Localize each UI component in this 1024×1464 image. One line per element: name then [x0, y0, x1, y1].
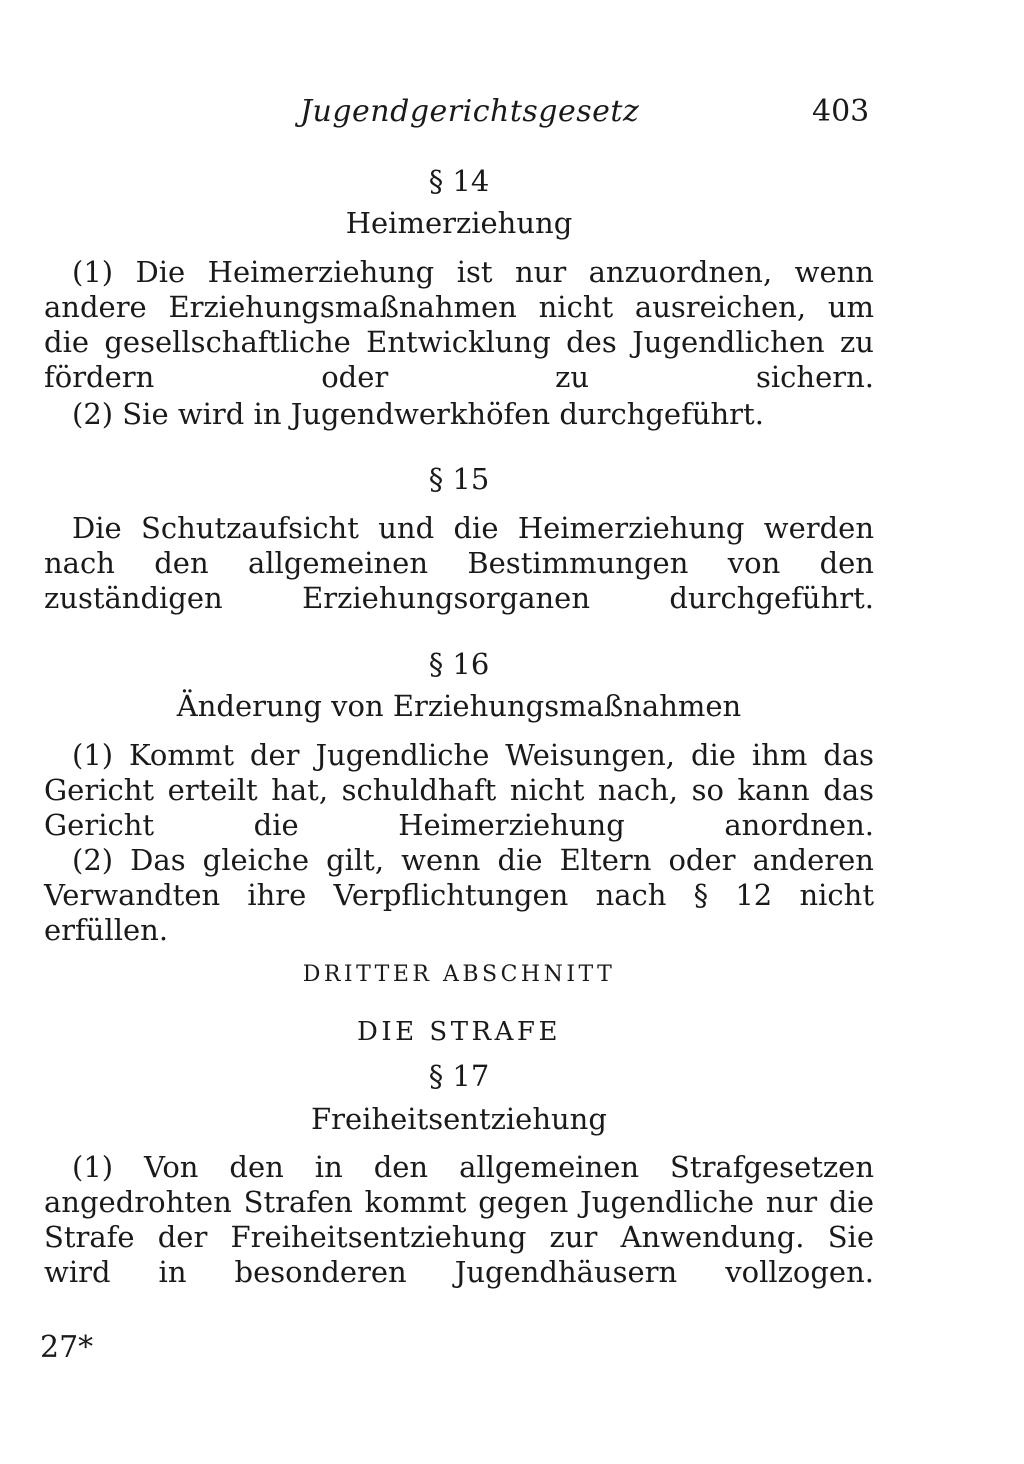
section-14-paragraph-1: (1) Die Heimerziehung ist nur anzuordnen, wenn andere Erziehungsmaßnahmen nicht ausreichen, um die gesellschaftliche Entwicklung des Jugendlichen zu fördern oder zu sichern. — [44, 255, 874, 394]
page-number: 403 — [812, 94, 870, 129]
section-15-number: § 15 — [428, 462, 490, 496]
chapter-title: DIE STRAFE — [357, 1017, 561, 1047]
section-15-paragraph-1: Die Schutzaufsicht und die Heimerziehung werden nach den allgemeinen Bestimmungen von den zuständigen Erziehungsorganen durchgeführt. — [44, 511, 874, 615]
section-16-paragraph-1: (1) Kommt der Jugendliche Weisungen, die ihm das Gericht erteilt hat, schuldhaft nicht nach, so kann das Gericht die Heimerziehung anordnen. — [44, 738, 874, 842]
section-14-paragraph-2: (2) Sie wird in Jugendwerkhöfen durchgeführt. — [72, 397, 764, 431]
section-17-heading: Freiheitsentziehung — [311, 1102, 607, 1136]
section-17-paragraph-1: (1) Von den in den allgemeinen Strafgesetzen angedrohten Strafen kommt gegen Jugendliche nur die Strafe der Freiheitsentziehung zur Anwendung. Sie wird in besonderen Jugendhäusern vollzogen. — [44, 1150, 874, 1289]
section-14-heading: Heimerziehung — [345, 206, 573, 240]
section-14-number: § 14 — [428, 164, 490, 198]
signature-mark: 27* — [40, 1330, 94, 1365]
section-16-number: § 16 — [428, 647, 490, 681]
chapter-label: DRITTER ABSCHNITT — [302, 962, 616, 987]
running-header-title: Jugendgerichtsgesetz — [300, 94, 640, 129]
section-16-paragraph-2: (2) Das gleiche gilt, wenn die Eltern oder anderen Verwandten ihre Verpflichtungen nach § 12 nicht erfüllen. — [44, 843, 874, 947]
section-17-number: § 17 — [428, 1059, 490, 1093]
section-16-heading: Änderung von Erziehungsmaßnahmen — [176, 689, 742, 723]
